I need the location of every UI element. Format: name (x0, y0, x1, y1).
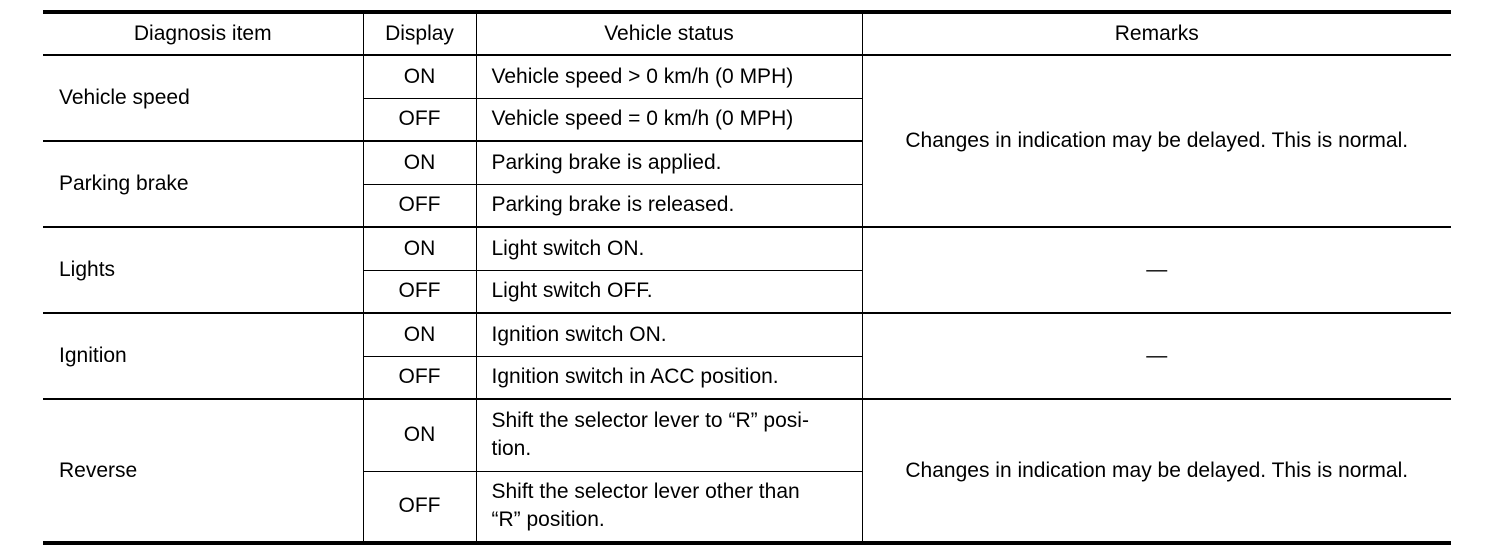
vehicle-status: Ignition switch ON. (476, 313, 862, 356)
diagnosis-item-ignition: Ignition (43, 313, 363, 399)
header-remarks: Remarks (862, 12, 1451, 55)
diagnosis-table (43, 10, 1451, 545)
diagnosis-item-lights: Lights (43, 227, 363, 313)
remarks-lights: — (862, 227, 1451, 313)
display-value: ON (363, 227, 476, 270)
header-diagnosis-item: Diagnosis item (43, 12, 363, 55)
vehicle-status: Shift the selector lever other than “R” position. (476, 471, 862, 543)
vehicle-status: Vehicle speed > 0 km/h (0 MPH) (476, 55, 862, 98)
display-value: ON (363, 141, 476, 184)
remarks-speed-brake: Changes in indication may be delayed. This is normal. (862, 55, 1451, 227)
diagnosis-table-container (43, 10, 1451, 545)
diagnosis-item-parking-brake: Parking brake (43, 141, 363, 227)
display-value: OFF (363, 270, 476, 313)
display-value: OFF (363, 184, 476, 227)
display-value: OFF (363, 98, 476, 141)
table-row (43, 313, 1451, 356)
vehicle-status: Ignition switch in ACC position. (476, 356, 862, 399)
display-value: ON (363, 55, 476, 98)
vehicle-status: Shift the selector lever to “R” posi- tion. (476, 399, 862, 471)
vehicle-status: Vehicle speed = 0 km/h (0 MPH) (476, 98, 862, 141)
table-row (43, 227, 1451, 270)
display-value: OFF (363, 471, 476, 543)
diagnosis-item-reverse: Reverse (43, 399, 363, 543)
diagnosis-item-vehicle-speed: Vehicle speed (43, 55, 363, 141)
header-display: Display (363, 12, 476, 55)
table-row (43, 55, 1451, 98)
header-vehicle-status: Vehicle status (476, 12, 862, 55)
table-row (43, 399, 1451, 471)
display-value: OFF (363, 356, 476, 399)
remarks-ignition: — (862, 313, 1451, 399)
vehicle-status: Parking brake is released. (476, 184, 862, 227)
vehicle-status: Light switch ON. (476, 227, 862, 270)
display-value: ON (363, 313, 476, 356)
vehicle-status: Parking brake is applied. (476, 141, 862, 184)
vehicle-status: Light switch OFF. (476, 270, 862, 313)
display-value: ON (363, 399, 476, 471)
header-row (43, 12, 1451, 55)
remarks-reverse: Changes in indication may be delayed. This is normal. (862, 399, 1451, 543)
